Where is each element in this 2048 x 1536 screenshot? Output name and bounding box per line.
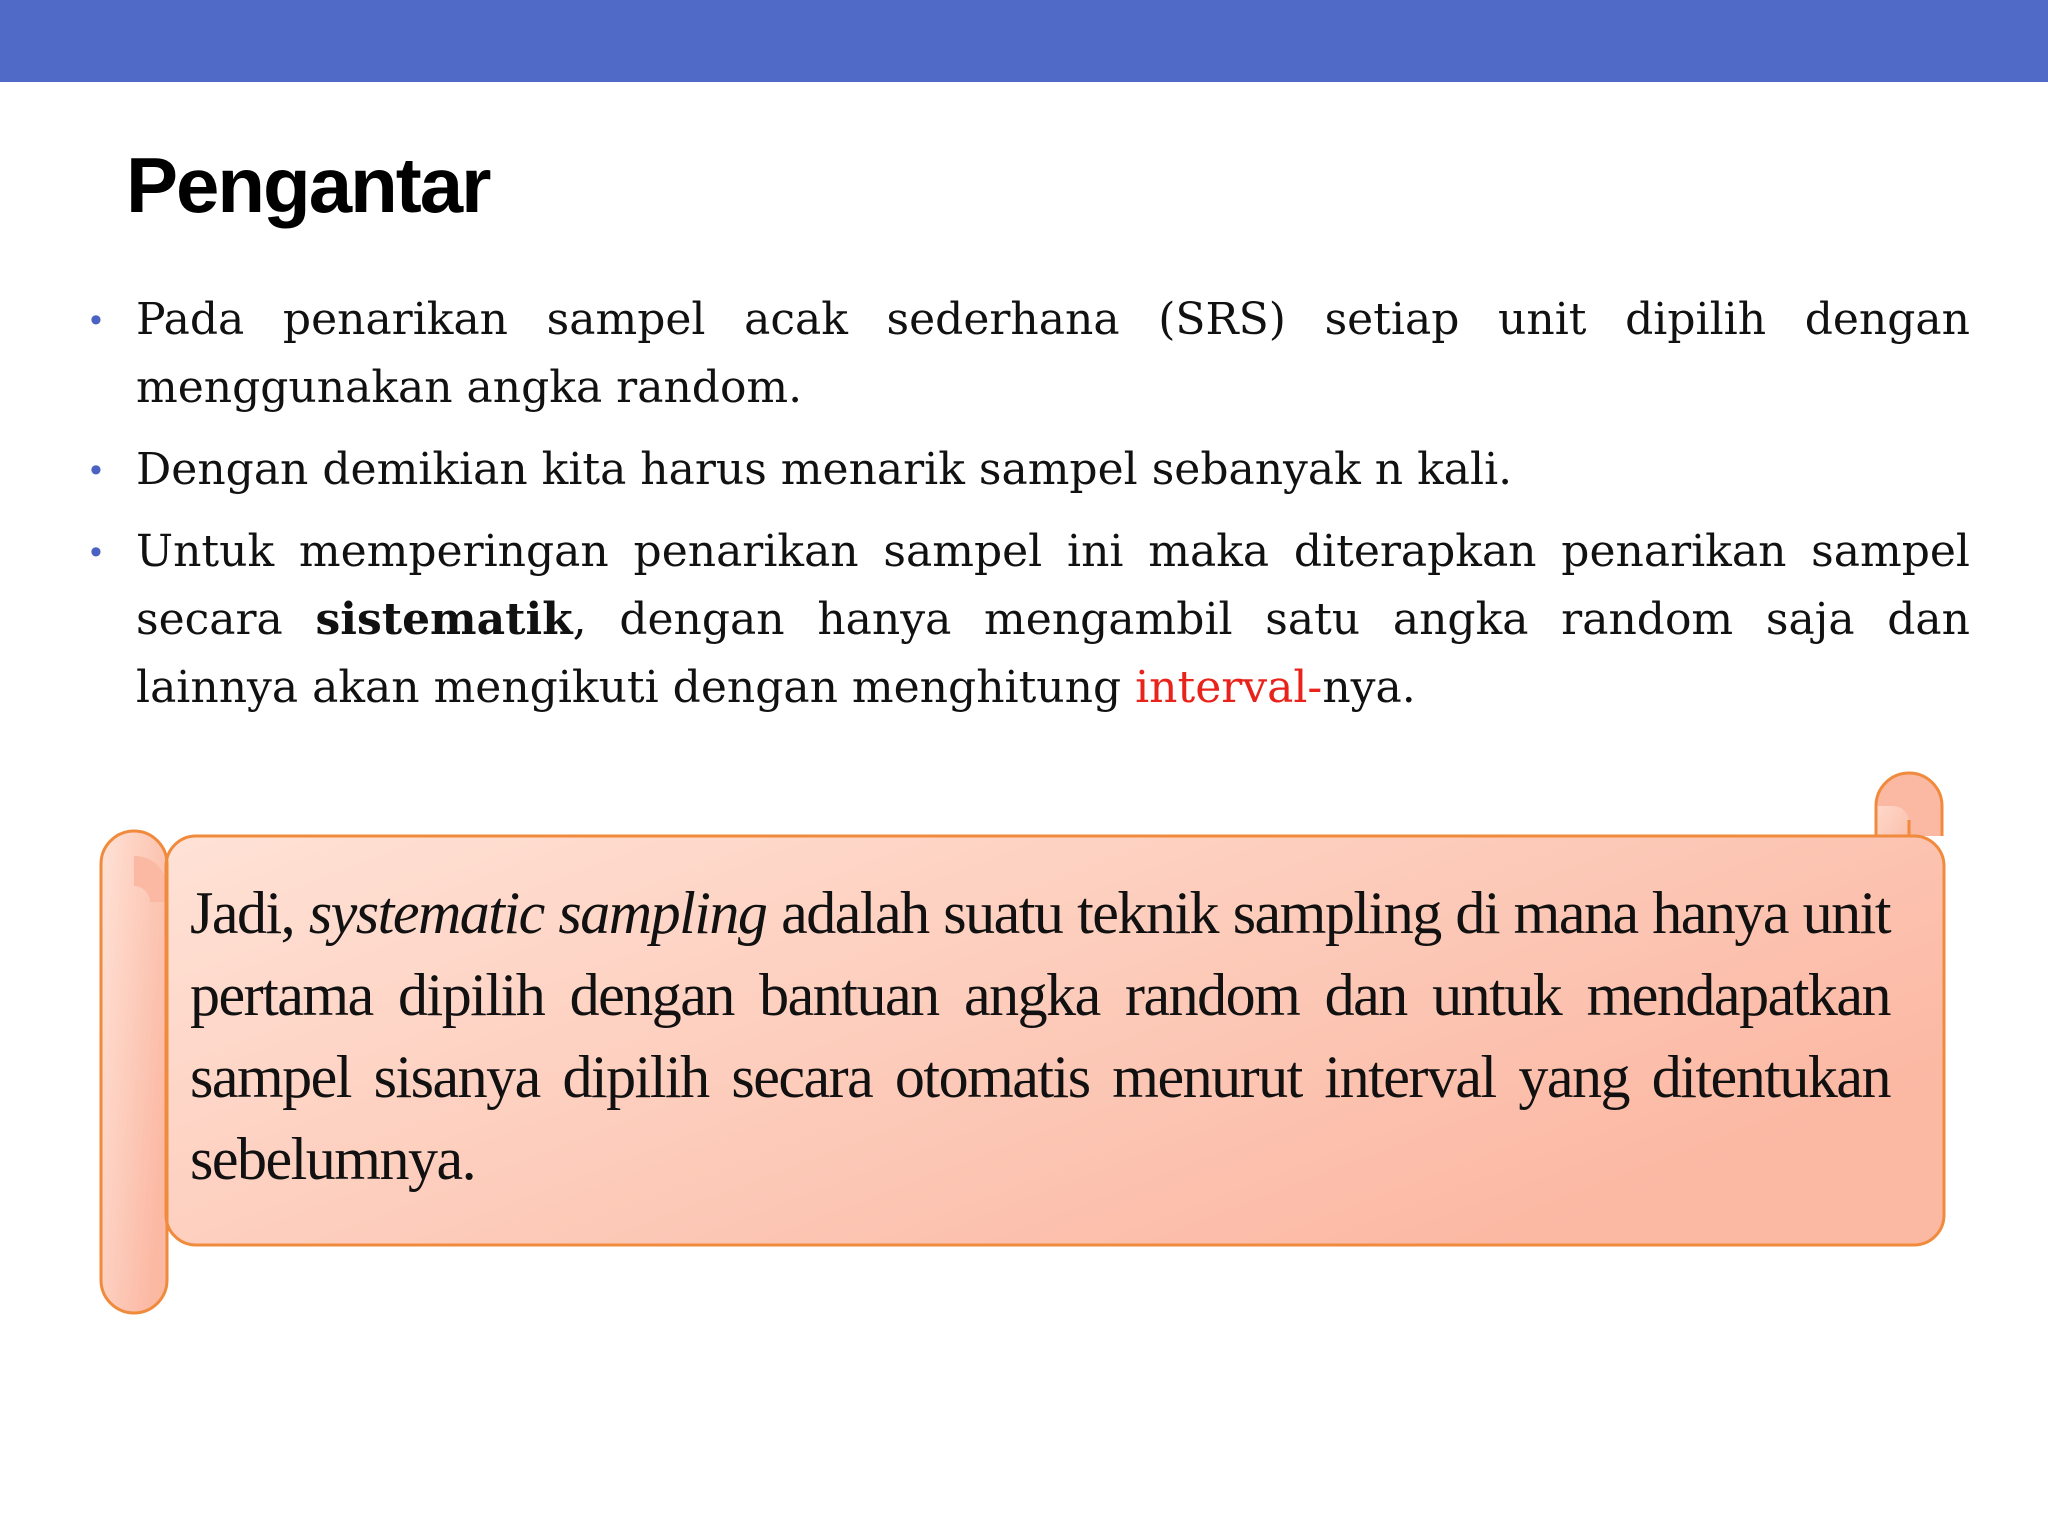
callout-text: adalah suatu teknik sampling di mana hanya unit pertama dipilih dengan bantuan angka random dan untuk mendapatkan sampel sisanya dipilih secara otomatis menurut interval yang ditentukan sebelumnya. <box>190 880 1890 1192</box>
highlighted-term: interval- <box>1135 662 1323 713</box>
bullet-text-after: nya. <box>1322 662 1416 713</box>
callout-italic-term: systematic sampling <box>308 880 767 946</box>
slide-title: Pengantar <box>126 141 490 229</box>
bullet-text-before: Untuk memperingan penarikan sampel ini maka diterapkan penarikan sampel secara <box>136 526 1970 645</box>
bullet-text-middle: , dengan hanya mengambil satu angka random saja dan lainnya akan mengikuti dengan menghitung <box>136 594 1971 713</box>
bullet-text: Dengan demikian kita harus menarik sampel sebanyak n kali. <box>136 444 1513 495</box>
bold-term: sistematik <box>315 594 573 645</box>
bullet-text: Pada penarikan sampel acak sederhana (SRS) setiap unit dipilih dengan menggunakan angka random. <box>136 294 1970 413</box>
callout-lead: Jadi, <box>190 880 309 946</box>
bullet-dot-icon: • <box>90 451 102 489</box>
definition-callout <box>190 872 1890 1200</box>
bullet-dot-icon: • <box>90 301 102 339</box>
bullet-dot-icon: • <box>90 533 102 571</box>
